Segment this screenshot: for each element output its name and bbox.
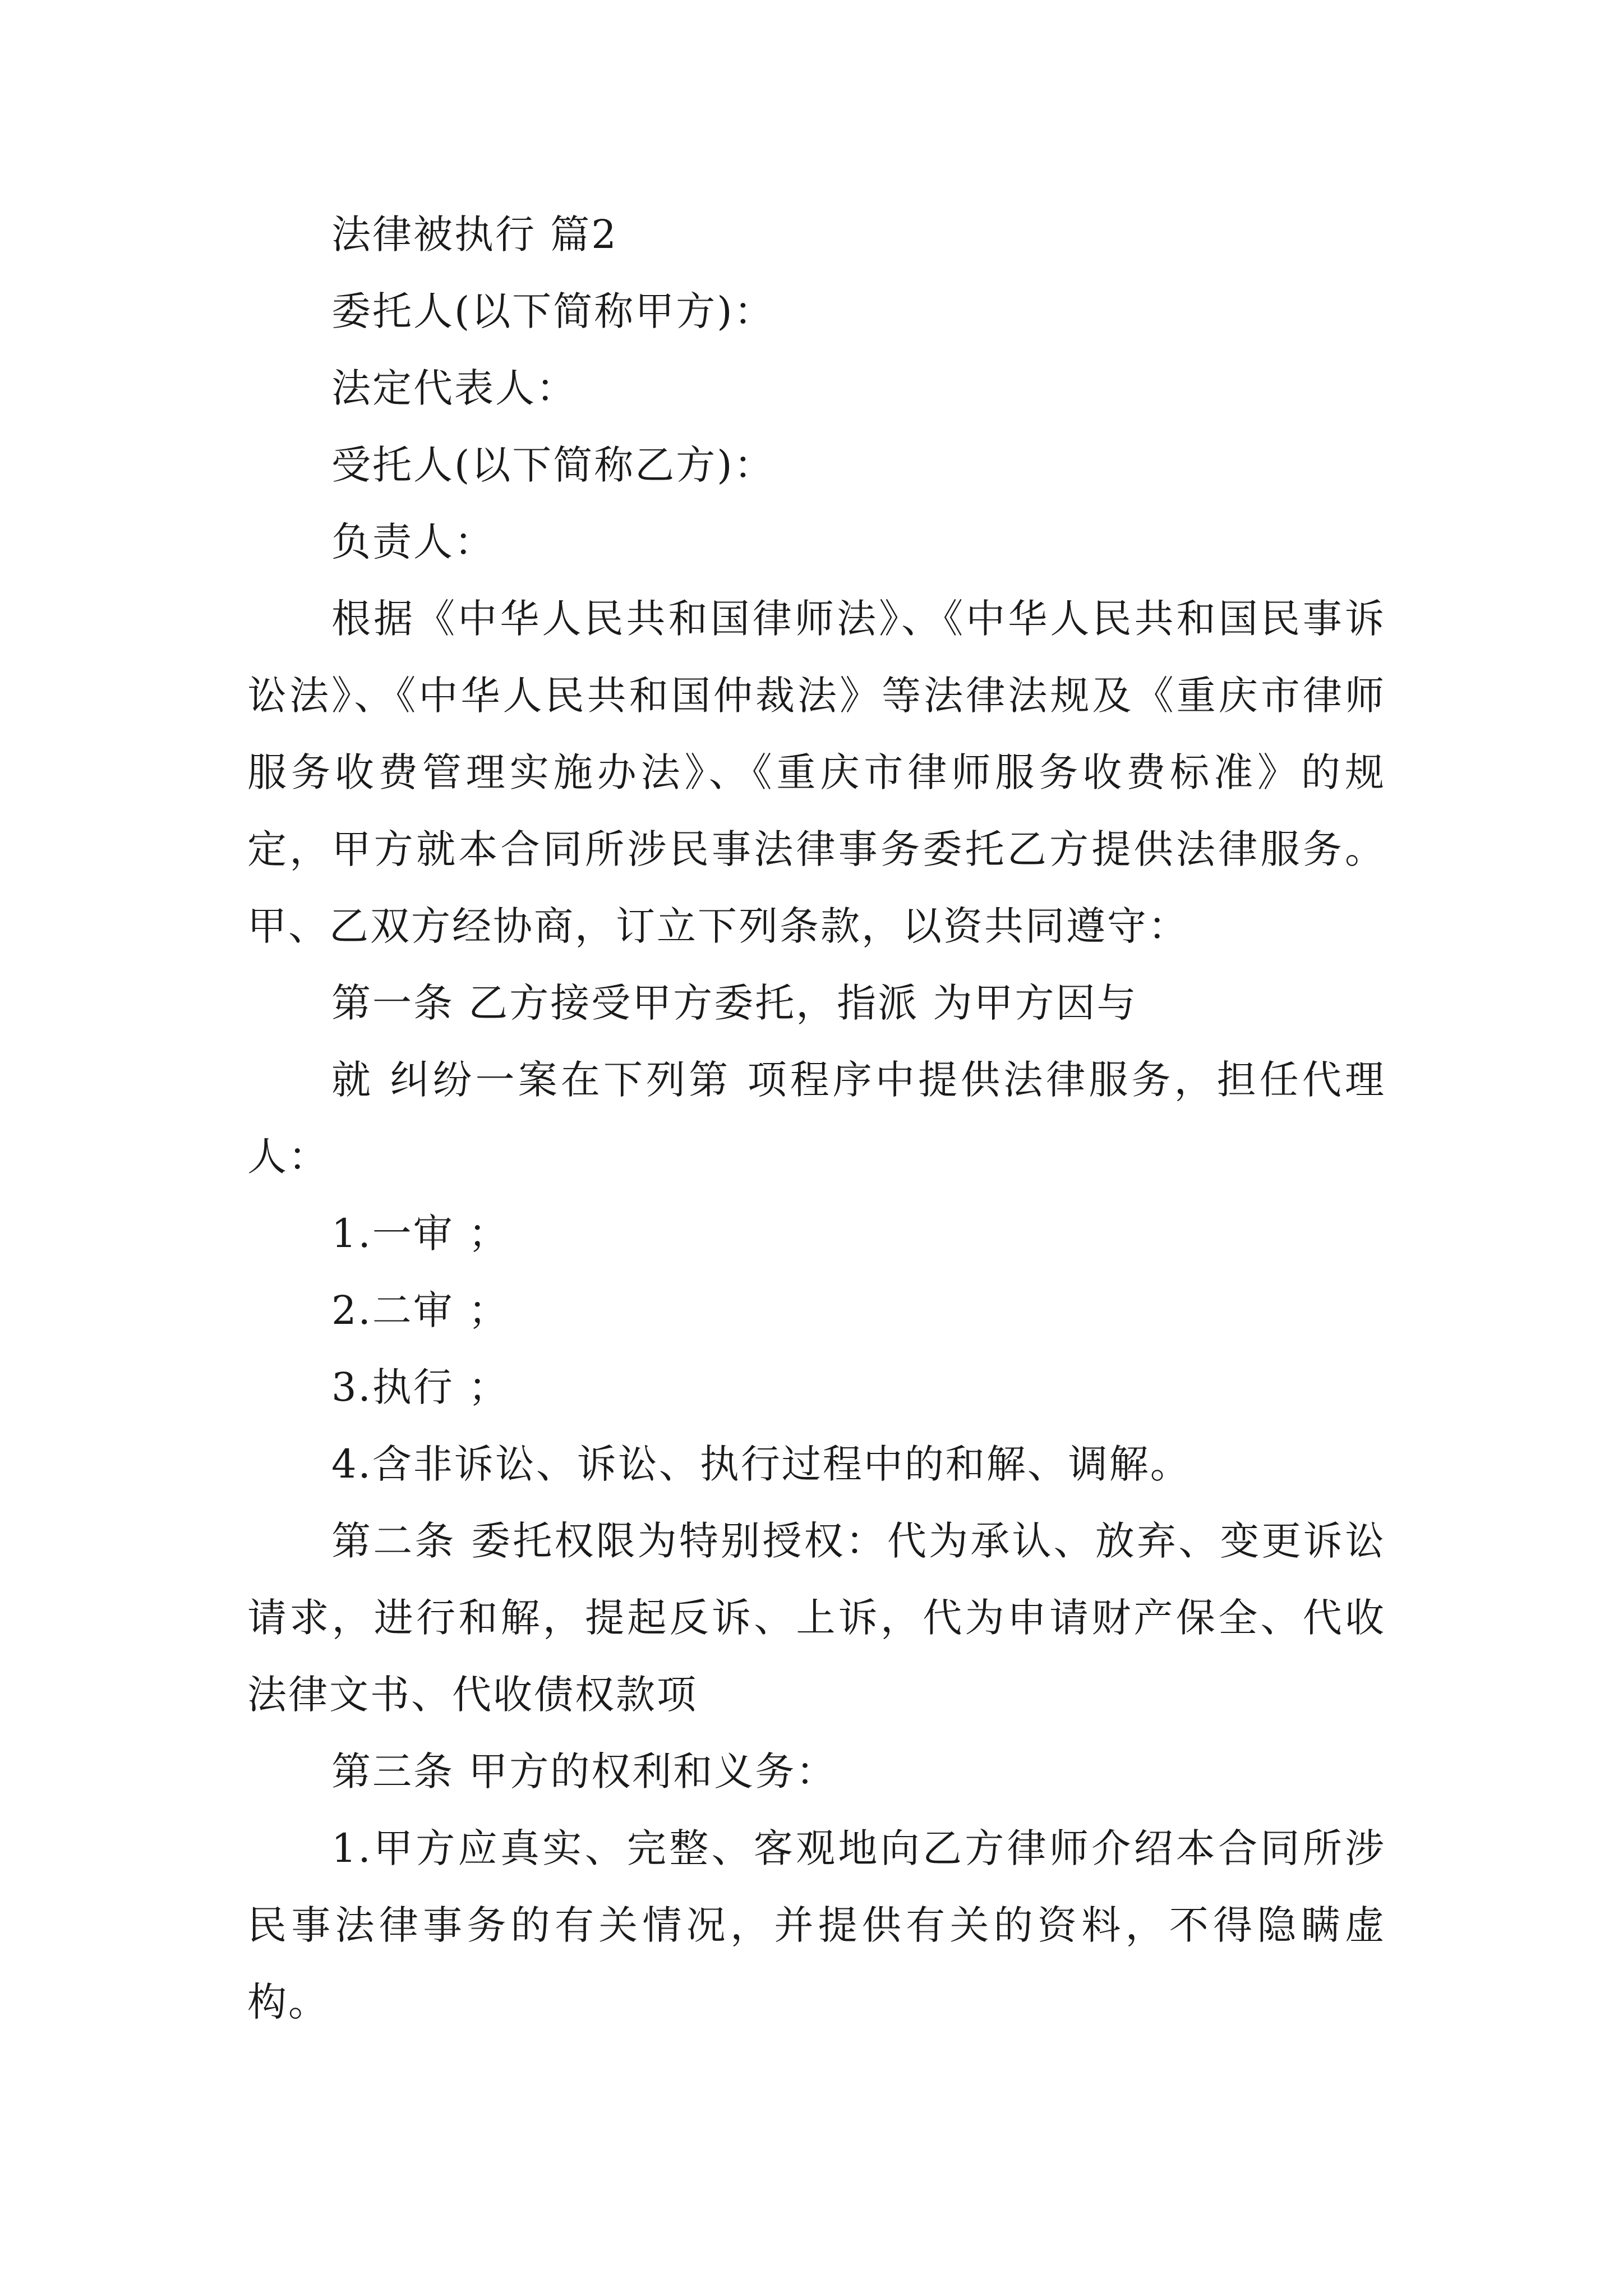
list-item: 3.执行 ； xyxy=(331,1364,510,1410)
legal-representative-line: 法定代表人： xyxy=(331,365,577,411)
section-heading: 法律被执行 篇2 xyxy=(331,211,618,257)
article-1-paragraph: 第一条 乙方接受甲方委托，指派 为甲方因与 xyxy=(331,980,1138,1026)
article-3-item-1: 1.甲方应真实、完整、客观地向乙方律师介绍本合同所涉民事法律事务的有关情况，并提供有关的资料，不得隐瞒虚构。 xyxy=(247,1825,1386,2025)
article-2-paragraph: 第二条 委托权限为特别授权：代为承认、放弃、变更诉讼请求，进行和解，提起反诉、上诉，代为申请财产保全、代收法律文书、代收债权款项 xyxy=(247,1518,1386,1718)
client-line: 委托人(以下简称甲方)： xyxy=(331,288,775,334)
document-body xyxy=(247,196,1386,2041)
article-1-continuation: 就 纠纷一案在下列第 项程序中提供法律服务，担任代理人： xyxy=(247,1057,1386,1180)
article-3-heading: 第三条 甲方的权利和义务： xyxy=(331,1749,837,1795)
trustee-line: 受托人(以下简称乙方)： xyxy=(331,442,775,488)
list-item: 4.含非诉讼、诉讼、执行过程中的和解、调解。 xyxy=(331,1441,1191,1487)
responsible-person-line: 负责人： xyxy=(331,519,495,565)
list-item: 2.二审 ； xyxy=(331,1287,510,1333)
preamble-paragraph: 根据《中华人民共和国律师法》、《中华人民共和国民事诉讼法》、《中华人民共和国仲裁法》等法律法规及《重庆市律师服务收费管理实施办法》、《重庆市律师服务收费标准》的规定，甲方就本合同所涉民事法律事务委托乙方提供法律服务。甲、乙双方经协商，订立下列条款，以资共同遵守： xyxy=(247,596,1386,949)
list-item: 1.一审 ； xyxy=(331,1211,510,1257)
